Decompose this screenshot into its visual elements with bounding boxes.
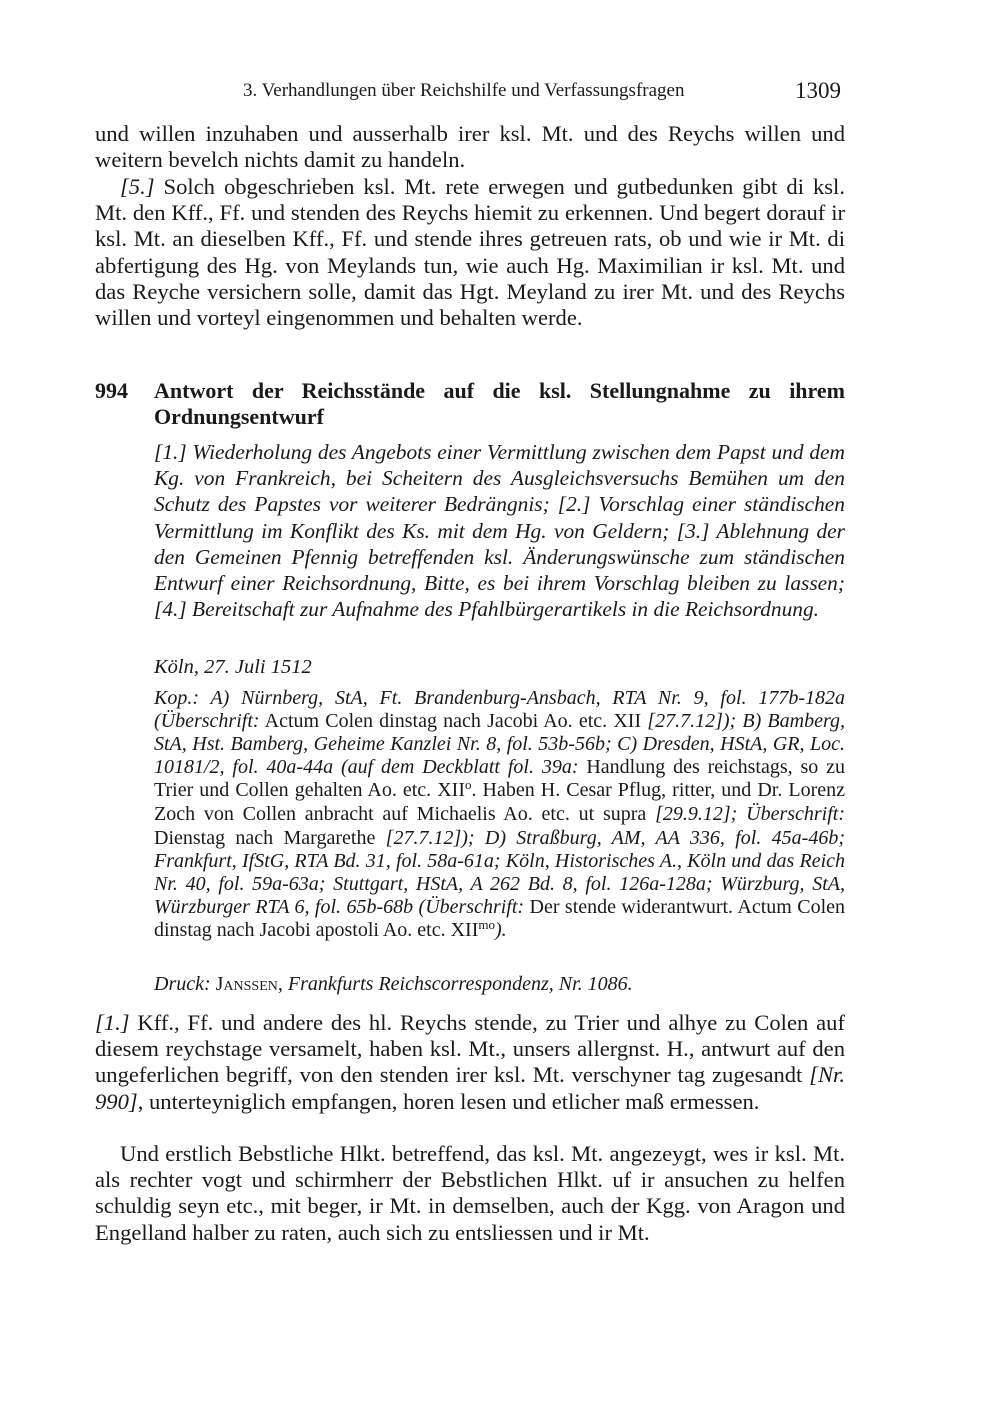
print-title: , Frankfurts Reichscorrespondenz, Nr. 1086.: [277, 973, 633, 995]
paragraph-1: [95, 1010, 845, 1115]
document-title: Antwort der Reichsstände auf die ksl. Stellungnahme zu ihrem Ordnungsentwurf: [154, 378, 845, 429]
paragraph-2: Und erstlich Bebstliche Hlkt. betreffend, das ksl. Mt. angezeygt, wes ir ksl. Mt. als rechter vogt und schirmherr der Bebstlichen Hlkt. uf ir ansuchen zu helfen schuldig seyn etc., mit beger, ir Mt. in demselben, auch der Kgg. von Aragon und Engelland halber zu raten, auch sich zu entsliessen und ir Mt.: [95, 1141, 845, 1245]
print-reference: [154, 973, 845, 996]
source-text: [27.7.12]); B) Bamberg, StA, Hst. Bamberg, Geheime Kanzlei Nr. 8, fol. 53b-56b; C) Dresden, HStA, GR, Loc. 10181/2, fol. 40a-44a (auf dem Deckblatt fol. 39a:: [154, 710, 845, 779]
source-text: Kop.: A) Nürnberg, StA, Ft. Brandenburg-Ansbach, RTA Nr. 9, fol. 177b-182a (Überschrift:: [154, 687, 845, 733]
source-text: ).: [495, 918, 507, 941]
paragraph-text: , unterteyniglich empfangen, horen lesen und etlicher maß ermessen.: [137, 1088, 760, 1114]
document-date: Köln, 27. Juli 1512: [154, 656, 312, 678]
source-text: [29.9.12]; Überschrift:: [655, 803, 846, 826]
paragraph-text: Solch obgeschrieben ksl. Mt. rete erwegen und gutbedunken gibt di ksl. Mt. den Kff., Ff. und stenden des Reychs hiemit zu erkennen. Und begert dorauf ir ksl. Mt. an dieselben Kff., Ff. und stende ihres getreuen rats, ob und wie ir Mt. di abfertigung des Hg. von Meylands tun, wie auch Hg. Maximilian ir ksl. Mt. und das Reyche versichern solle, damit das Hgt. Meyland zu irer Mt. und des Reychs willen und vorteyl eingenommen und behalten werde.: [95, 174, 845, 331]
source-quote: Handlung des reichstags, so zu Trier und Collen gehalten Ao. etc. XII: [154, 756, 846, 802]
source-text: [27.7.12]); D) Straßburg, AM, AA 336, fol. 45a-46b; Frankfurt, IfStG, RTA Bd. 31, fol. 58a-61a; Köln, Historisches A., Köln und das Reich Nr. 40, fol. 59a-63a; Stuttgart, HStA, A 262 Bd. 8, fol. 126a-128a; Würzburg, StA, Würzburger RTA 6, fol. 65b-68b (Überschrift:: [154, 826, 846, 918]
source-quote: Dienstag nach Margarethe: [154, 826, 386, 849]
page-number: 1309: [795, 78, 841, 103]
print-author: Janssen: [215, 973, 278, 995]
source-superscript: o: [464, 777, 472, 793]
document-number: 994: [95, 378, 128, 403]
source-quote: Actum Colen dinstag nach Jacobi Ao. etc. XII: [259, 710, 648, 733]
cross-reference: [Nr. 990]: [95, 1062, 845, 1114]
paragraph-5: [95, 174, 845, 331]
running-header: 3. Verhandlungen über Reichshilfe und Verfassungsfragen: [243, 80, 685, 101]
source-apparatus: [154, 687, 845, 943]
source-superscript: mo: [478, 916, 495, 932]
document-regest: [1.] Wiederholung des Angebots einer Vermittlung zwischen dem Papst und dem Kg. von Frankreich, bei Scheitern des Ausgleichsversuchs Bemühen um den Schutz des Papstes vor weiterer Bedrängnis; [2.] Vorschlag einer ständischen Vermittlung im Konflikt des Ks. mit dem Hg. von Geldern; [3.] Ablehnung der den Gemeinen Pfennig betreffenden ksl. Änderungswünsche zum ständischen Entwurf einer Reichsordnung, Bitte, es bei ihrem Vorschlag bleiben zu lassen; [4.] Bereitschaft zur Aufnahme des Pfahlbürgerartikels in die Reichsordnung.: [154, 440, 845, 622]
print-label: Druck:: [154, 973, 216, 995]
paragraph-marker: [5.]: [120, 174, 155, 199]
paragraph-marker: [1.]: [95, 1010, 130, 1035]
paragraph-text: Kff., Ff. und andere des hl. Reychs stende, zu Trier und alhye zu Colen auf diesem reychstage versamelt, haben ksl. Mt., unsers allergnst. H., antwurt auf den ungeferlichen begriff, von den stenden irer ksl. Mt. verschyner tag zugesandt: [95, 1010, 845, 1088]
source-quote: . Haben H. Cesar Pflug, ritter, und Dr. Lorenz Zoch von Collen anbracht auf Michaelis Ao. etc. ut supra: [154, 779, 845, 826]
source-quote: Der stende widerantwurt. Actum Colen dinstag nach Jacobi apostoli Ao. etc. XII: [154, 895, 846, 941]
continuation-paragraph: und willen inzuhaben und ausserhalb irer ksl. Mt. und des Reychs willen und weitern bevelch nichts damit zu handeln.: [95, 121, 845, 173]
